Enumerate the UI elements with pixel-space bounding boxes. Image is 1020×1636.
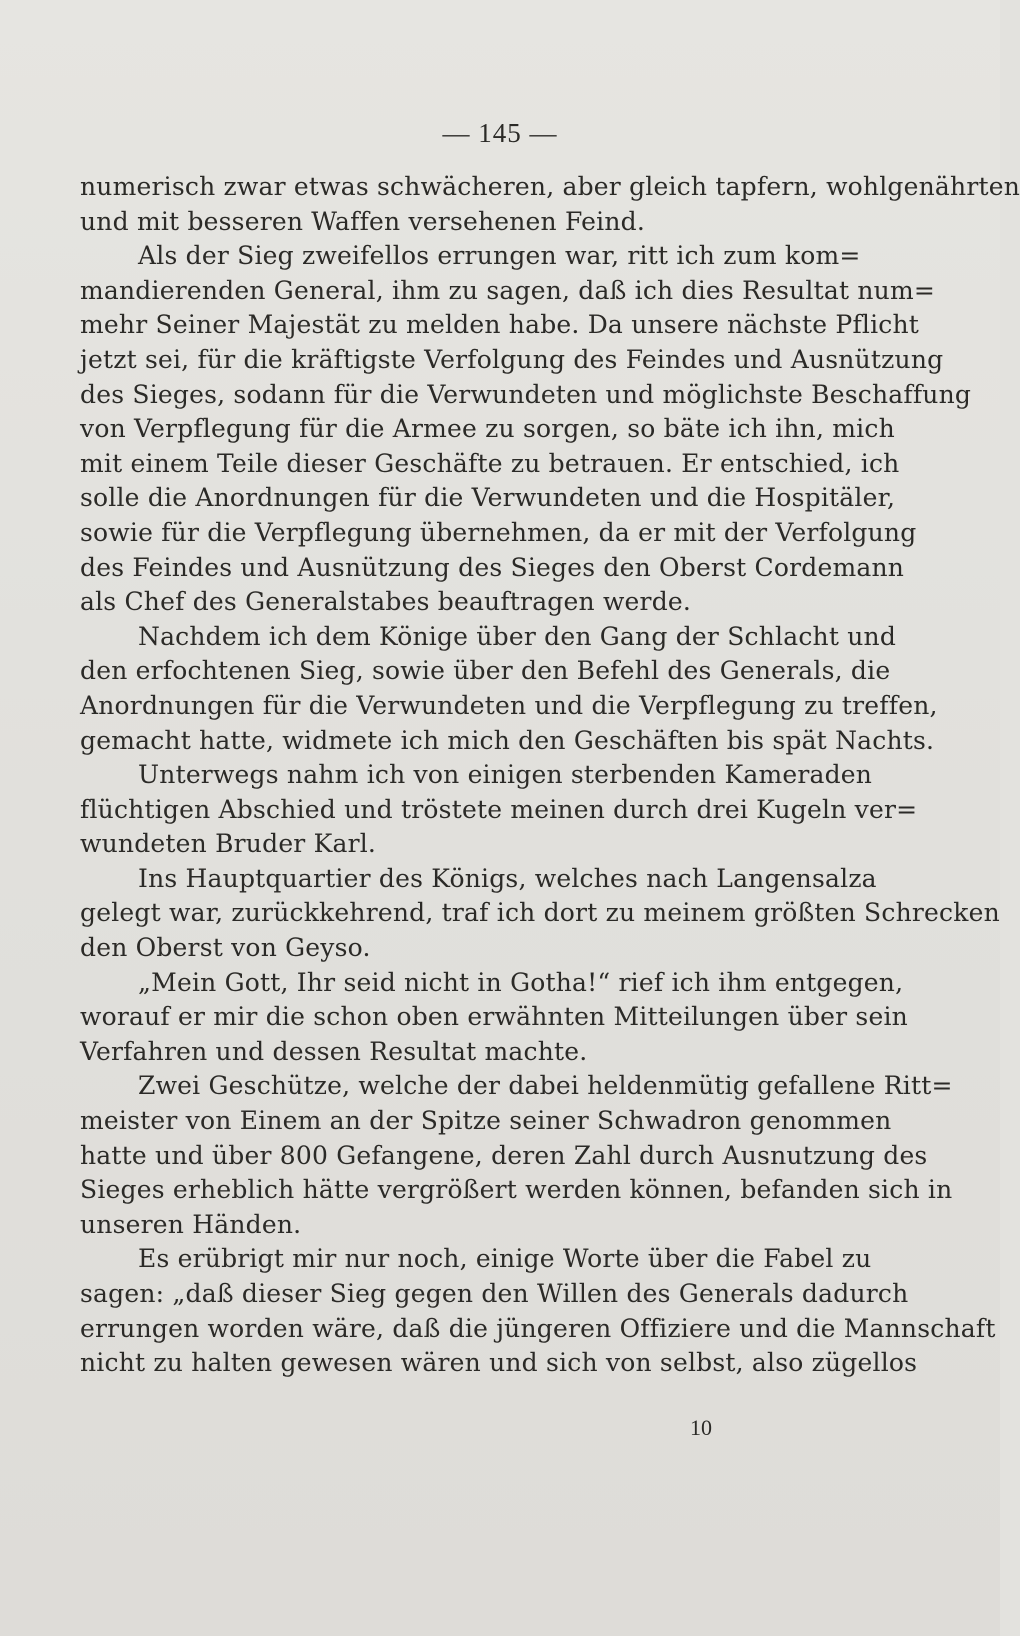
text-line: gelegt war, zurückkehrend, traf ich dort zu meinem größten Schrecken [80,898,1000,928]
signature-mark: 10 [690,1415,712,1440]
text-line: den erfochtenen Sieg, sowie über den Befehl des Generals, die [80,656,891,686]
body-text [80,170,1020,1381]
text-line: „Mein Gott, Ihr seid nicht in Gotha!“ rief ich ihm entgegen, [138,967,904,997]
text-line: Unterwegs nahm ich von einigen sterbenden Kameraden [138,760,873,790]
text-line: numerisch zwar etwas schwächeren, aber gleich tapfern, wohlgenährten [80,172,1020,201]
text-line: wundeten Bruder Karl. [80,829,377,859]
text-line: Als der Sieg zweifellos errungen war, ritt ich zum kom= [138,241,861,271]
text-line: als Chef des Generalstabes beauftragen werde. [80,587,692,617]
text-line: solle die Anordnungen für die Verwundeten und die Hospitäler, [80,483,896,513]
text-line: meister von Einem an der Spitze seiner Schwadron genommen [80,1106,892,1136]
text-line: Anordnungen für die Verwundeten und die Verpflegung zu treffen, [80,690,938,720]
text-line: Zwei Geschütze, welche der dabei heldenmütig gefallene Ritt= [138,1071,953,1101]
text-line: flüchtigen Abschied und tröstete meinen durch drei Kugeln ver= [80,794,918,824]
text-line: unseren Händen. [80,1209,302,1239]
text-line: des Sieges, sodann für die Verwundeten und möglichste Beschaffung [80,379,972,409]
text-line: von Verpflegung für die Armee zu sorgen, so bäte ich ihn, mich [80,414,895,444]
text-line: den Oberst von Geyso. [80,933,371,963]
text-line: mit einem Teile dieser Geschäfte zu betrauen. Er entschied, ich [80,448,900,478]
page-number-header: — 145 — [442,118,558,148]
text-line: des Feindes und Ausnützung des Sieges den Oberst Cordemann [80,552,905,582]
text-line: hatte und über 800 Gefangene, deren Zahl durch Ausnutzung des [80,1140,928,1170]
text-line: Nachdem ich dem Könige über den Gang der Schlacht und [138,621,897,651]
text-line: errungen worden wäre, daß die jüngeren Offiziere und die Mannschaft [80,1313,996,1343]
text-line: nicht zu halten gewesen wären und sich von selbst, also zügellos [80,1348,918,1378]
text-line: Ins Hauptquartier des Königs, welches nach Langensalza [138,863,877,893]
text-line: mandierenden General, ihm zu sagen, daß ich dies Resultat num= [80,275,936,305]
text-line: sagen: „daß dieser Sieg gegen den Willen des Generals dadurch [80,1279,909,1308]
text-line: Verfahren und dessen Resultat machte. [80,1036,588,1066]
text-line: und mit besseren Waffen versehenen Feind. [80,206,646,236]
text-line: Sieges erheblich hätte vergrößert werden können, befanden sich in [80,1175,953,1205]
text-line: jetzt sei, für die kräftigste Verfolgung des Feindes und Ausnützung [80,344,944,374]
text-line: gemacht hatte, widmete ich mich den Geschäften bis spät Nachts. [80,725,935,755]
text-line: Es erübrigt mir nur noch, einige Worte über die Fabel zu [138,1244,872,1274]
text-line: sowie für die Verpflegung übernehmen, da er mit der Verfolgung [80,517,917,547]
text-line: worauf er mir die schon oben erwähnten Mitteilungen über sein [80,1002,908,1032]
text-line: mehr Seiner Majestät zu melden habe. Da unsere nächste Pflicht [80,310,920,340]
